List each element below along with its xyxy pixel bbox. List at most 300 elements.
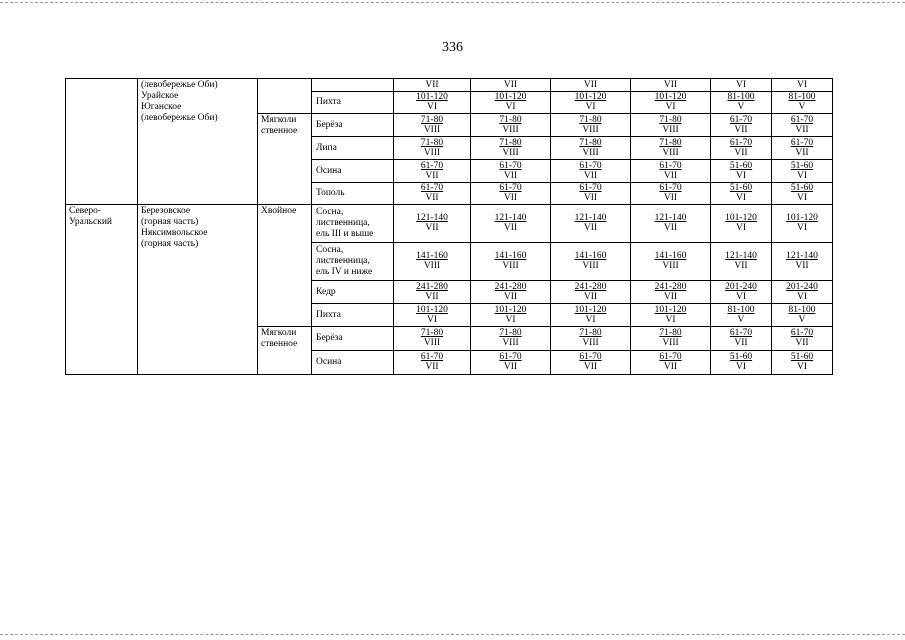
- age-class: VII: [663, 223, 678, 233]
- age-fraction: [659, 115, 681, 135]
- age-class: VIII: [582, 261, 599, 271]
- age-class: VII: [734, 338, 748, 348]
- value-cell: [394, 183, 471, 205]
- age-range: 71-80: [659, 137, 682, 148]
- age-class: VII: [503, 291, 518, 302]
- scan-edge-top: [0, 2, 905, 3]
- species-group-name: Мягколи: [261, 328, 297, 338]
- age-range: 121-140: [494, 213, 527, 223]
- age-class: VI: [505, 102, 516, 112]
- age-fraction: [499, 183, 521, 203]
- age-fraction: [736, 80, 746, 90]
- value-cell: [551, 327, 631, 351]
- age-class: VII: [583, 193, 598, 203]
- value-cell: [394, 92, 471, 114]
- age-fraction: [495, 251, 527, 271]
- age-fraction: [416, 213, 448, 233]
- age-fraction: [655, 282, 687, 302]
- species-group-name: Хвойное: [261, 206, 297, 216]
- age-class: VII: [583, 223, 598, 233]
- age-fraction: [730, 138, 752, 158]
- age-fraction: [730, 183, 752, 203]
- age-fraction: [504, 80, 517, 90]
- age-range: 71-80: [659, 328, 682, 338]
- value-cell: [711, 327, 772, 351]
- species-group-cell: [258, 327, 312, 375]
- age-fraction: [579, 138, 601, 158]
- age-fraction: [791, 115, 813, 135]
- age-class: VIII: [502, 124, 519, 135]
- age-fraction: [659, 328, 681, 348]
- age-range: 71-80: [579, 328, 602, 338]
- age-range: 121-140: [786, 251, 818, 261]
- age-class: VIII: [662, 261, 679, 271]
- value-cell: [551, 243, 631, 281]
- age-class: V: [737, 314, 745, 325]
- age-fraction: [575, 251, 607, 271]
- age-range: 61-70: [499, 160, 522, 171]
- age-fraction: [416, 92, 448, 112]
- age-class: VII: [425, 79, 439, 90]
- age-class: VIII: [582, 338, 599, 348]
- value-cell: [394, 137, 471, 160]
- age-range: 71-80: [499, 114, 522, 125]
- age-fraction: [579, 352, 601, 372]
- age-range: 61-70: [729, 328, 753, 338]
- value-cell: [711, 92, 772, 114]
- value-cell: [551, 160, 631, 183]
- age-class: VII: [583, 79, 598, 90]
- age-class: VI: [665, 314, 676, 325]
- species-cell: [312, 79, 394, 92]
- value-cell: [772, 205, 833, 243]
- age-fraction: [655, 305, 687, 325]
- age-range: 121-140: [654, 213, 687, 223]
- age-range: 61-70: [579, 352, 602, 362]
- value-cell: [471, 114, 551, 137]
- age-class: V: [798, 314, 806, 325]
- age-range: 61-70: [420, 183, 444, 193]
- region-name: Уральский: [69, 217, 113, 227]
- age-class: VII: [795, 338, 809, 348]
- age-range: 101-120: [725, 213, 757, 223]
- age-range: 101-120: [786, 213, 818, 223]
- age-fraction: [499, 138, 521, 158]
- species-name: Осина: [316, 165, 342, 176]
- age-class: VII: [503, 170, 518, 181]
- value-cell: [772, 92, 833, 114]
- species-name: ель IV и ниже: [316, 267, 373, 277]
- table-body: [66, 79, 833, 375]
- age-class: VIII: [502, 261, 519, 271]
- age-class: VII: [734, 261, 748, 271]
- value-cell: [394, 243, 471, 281]
- age-fraction: [499, 328, 521, 348]
- value-cell: [471, 92, 551, 114]
- age-range: 101-120: [494, 92, 527, 102]
- age-class: VIII: [502, 147, 519, 158]
- species-group-name: ственное: [261, 126, 298, 136]
- species-group-cell: [258, 79, 312, 114]
- age-fraction: [579, 183, 601, 203]
- age-class: VII: [663, 193, 678, 203]
- forestry-name: Няксимвольское: [141, 228, 208, 238]
- age-class: VII: [663, 291, 678, 302]
- age-class: VII: [425, 193, 439, 203]
- age-fraction: [655, 213, 687, 233]
- age-range: 101-120: [416, 92, 448, 102]
- age-range: 141-160: [416, 251, 448, 261]
- age-class: V: [798, 102, 806, 112]
- species-name: Тополь: [316, 188, 345, 198]
- age-range: 141-160: [574, 251, 607, 261]
- age-range: 61-70: [420, 352, 444, 362]
- age-class: VIII: [582, 147, 599, 158]
- age-fraction: [659, 352, 681, 372]
- age-fraction: [655, 251, 687, 271]
- value-cell: [631, 114, 711, 137]
- age-fraction: [425, 80, 438, 90]
- age-class: VII: [503, 362, 518, 372]
- species-name: Пихта: [316, 97, 341, 107]
- age-class: VIII: [662, 124, 679, 135]
- value-cell: [471, 79, 551, 92]
- age-class: VI: [796, 170, 807, 181]
- age-fraction: [575, 213, 607, 233]
- age-fraction: [499, 352, 521, 372]
- value-cell: [772, 79, 833, 92]
- age-fraction: [416, 251, 448, 271]
- age-range: 101-120: [494, 304, 527, 315]
- value-cell: [772, 351, 833, 375]
- age-class: VI: [796, 223, 807, 233]
- table-row: [66, 205, 833, 243]
- age-fraction: [791, 352, 813, 372]
- age-class: VI: [665, 102, 676, 112]
- species-name: лиственница,: [316, 256, 370, 266]
- age-range: 201-240: [725, 281, 757, 292]
- age-fraction: [495, 282, 527, 302]
- age-range: 51-60: [790, 352, 814, 362]
- age-range: 61-70: [420, 160, 444, 171]
- age-range: 61-70: [659, 352, 682, 362]
- value-cell: [471, 205, 551, 243]
- value-cell: [551, 205, 631, 243]
- value-cell: [711, 79, 772, 92]
- species-name: Кедр: [316, 286, 336, 297]
- age-range: 121-140: [416, 213, 448, 223]
- age-range: 81-100: [727, 92, 755, 102]
- value-cell: [711, 205, 772, 243]
- species-name: Сосна,: [316, 207, 344, 217]
- value-cell: [551, 183, 631, 205]
- age-classes-table: [65, 78, 833, 375]
- age-range: 61-70: [659, 160, 682, 171]
- species-group-cell: [258, 114, 312, 205]
- age-range: 61-70: [790, 328, 814, 338]
- scan-edge-bottom: [0, 634, 905, 635]
- age-range: 241-280: [494, 281, 527, 292]
- age-range: 61-70: [659, 183, 682, 193]
- age-class: VII: [425, 362, 439, 372]
- age-fraction: [730, 161, 752, 181]
- age-fraction: [421, 161, 443, 181]
- age-fraction: [579, 161, 601, 181]
- age-range: 61-70: [499, 183, 522, 193]
- age-range: 71-80: [579, 114, 602, 125]
- value-cell: [772, 114, 833, 137]
- age-range: 241-280: [654, 281, 687, 292]
- value-cell: [711, 114, 772, 137]
- age-fraction: [421, 328, 443, 348]
- value-cell: [471, 351, 551, 375]
- age-class: VI: [585, 102, 596, 112]
- age-range: 141-160: [654, 251, 687, 261]
- value-cell: [394, 351, 471, 375]
- species-name: лиственница,: [316, 218, 370, 228]
- age-range: 101-120: [416, 304, 448, 315]
- region-cell: [66, 205, 138, 375]
- species-cell: [312, 205, 394, 243]
- age-class: VIII: [423, 261, 441, 271]
- value-cell: [631, 327, 711, 351]
- age-fraction: [791, 161, 813, 181]
- age-class: VI: [796, 362, 807, 372]
- age-fraction: [730, 328, 752, 348]
- species-cell: [312, 281, 394, 304]
- age-range: 71-80: [499, 328, 522, 338]
- forestry-name: Урайское: [141, 91, 179, 101]
- age-fraction: [579, 115, 601, 135]
- age-range: 101-120: [654, 92, 687, 102]
- value-cell: [394, 160, 471, 183]
- age-fraction: [655, 92, 687, 112]
- age-class: VII: [795, 124, 809, 135]
- age-range: 61-70: [729, 137, 753, 148]
- value-cell: [711, 183, 772, 205]
- age-class: VIII: [582, 124, 599, 135]
- forestry-cell: [138, 79, 258, 205]
- species-name: Сосна,: [316, 245, 344, 255]
- age-range: 61-70: [790, 114, 814, 125]
- page-number: 336: [442, 40, 463, 55]
- age-range: 71-80: [579, 137, 602, 148]
- value-cell: [711, 137, 772, 160]
- age-class: VI: [426, 314, 437, 325]
- forestry-name: (горная часть): [141, 217, 199, 227]
- species-cell: [312, 137, 394, 160]
- age-class: VI: [735, 193, 746, 203]
- species-cell: [312, 114, 394, 137]
- age-fraction: [575, 92, 607, 112]
- forestry-name: (горная часть): [141, 239, 199, 249]
- value-cell: [471, 304, 551, 327]
- value-cell: [471, 183, 551, 205]
- value-cell: [711, 160, 772, 183]
- age-fraction: [495, 213, 527, 233]
- age-range: 51-60: [790, 183, 814, 193]
- species-group-name: ственное: [261, 339, 298, 349]
- value-cell: [772, 327, 833, 351]
- value-cell: [772, 304, 833, 327]
- age-class: VII: [583, 362, 598, 372]
- species-cell: [312, 183, 394, 205]
- value-cell: [772, 183, 833, 205]
- value-cell: [711, 351, 772, 375]
- value-cell: [772, 160, 833, 183]
- age-class: VII: [425, 170, 439, 181]
- age-class: VII: [795, 261, 809, 271]
- age-fraction: [725, 213, 757, 233]
- age-class: VIII: [423, 124, 441, 135]
- age-class: VI: [735, 170, 746, 181]
- age-class: VII: [425, 291, 439, 302]
- age-fraction: [495, 305, 527, 325]
- age-fraction: [659, 183, 681, 203]
- age-range: 241-280: [416, 281, 448, 292]
- age-class: VIII: [423, 338, 441, 348]
- age-fraction: [416, 282, 448, 302]
- age-fraction: [786, 251, 818, 271]
- age-class: VI: [796, 291, 807, 302]
- value-cell: [551, 79, 631, 92]
- value-cell: [394, 79, 471, 92]
- value-cell: [551, 137, 631, 160]
- age-class: VII: [425, 223, 439, 233]
- age-class: VIII: [662, 338, 679, 348]
- age-class: VII: [583, 291, 598, 302]
- age-fraction: [499, 115, 521, 135]
- value-cell: [772, 137, 833, 160]
- species-group-name: Мягколи: [261, 115, 297, 125]
- value-cell: [471, 160, 551, 183]
- age-class: VI: [735, 223, 746, 233]
- age-range: 71-80: [420, 114, 444, 125]
- value-cell: [471, 281, 551, 304]
- age-range: 61-70: [729, 114, 753, 125]
- age-range: 71-80: [659, 114, 682, 125]
- value-cell: [551, 281, 631, 304]
- age-class: VII: [734, 124, 748, 135]
- forestry-name: Березовское: [141, 206, 191, 216]
- age-fraction: [584, 80, 597, 90]
- age-range: 61-70: [790, 137, 814, 148]
- age-class: VIII: [423, 147, 441, 158]
- value-cell: [711, 243, 772, 281]
- age-class: VII: [663, 79, 678, 90]
- region-name: Северо-: [69, 206, 101, 216]
- age-class: VII: [503, 193, 518, 203]
- age-class: VII: [795, 147, 809, 158]
- forestry-cell: [138, 205, 258, 375]
- age-fraction: [659, 161, 681, 181]
- value-cell: [631, 304, 711, 327]
- species-group-cell: [258, 205, 312, 327]
- age-range: 71-80: [499, 137, 522, 148]
- value-cell: [772, 243, 833, 281]
- age-range: 51-60: [729, 352, 753, 362]
- value-cell: [631, 243, 711, 281]
- age-fraction: [725, 251, 757, 271]
- age-class: VI: [735, 362, 746, 372]
- age-fraction: [730, 352, 752, 372]
- age-fraction: [495, 92, 527, 112]
- age-fraction: [575, 305, 607, 325]
- age-class: VII: [583, 170, 598, 181]
- age-fraction: [786, 282, 818, 302]
- age-class: V: [737, 102, 745, 112]
- species-cell: [312, 92, 394, 114]
- value-cell: [551, 304, 631, 327]
- age-fraction: [728, 92, 755, 112]
- age-fraction: [421, 138, 443, 158]
- value-cell: [551, 114, 631, 137]
- age-class: VI: [735, 79, 747, 90]
- age-range: 71-80: [420, 137, 444, 148]
- species-cell: [312, 351, 394, 375]
- age-range: 61-70: [499, 352, 522, 362]
- age-class: VI: [426, 102, 437, 112]
- species-cell: [312, 327, 394, 351]
- age-class: VIII: [502, 338, 519, 348]
- value-cell: [711, 304, 772, 327]
- age-range: 61-70: [579, 160, 602, 171]
- age-fraction: [421, 352, 443, 372]
- species-cell: [312, 304, 394, 327]
- age-fraction: [499, 161, 521, 181]
- age-range: 51-60: [729, 160, 753, 171]
- age-fraction: [791, 138, 813, 158]
- species-name: Пихта: [316, 309, 341, 320]
- value-cell: [631, 351, 711, 375]
- age-fraction: [421, 115, 443, 135]
- value-cell: [631, 281, 711, 304]
- age-fraction: [725, 282, 757, 302]
- value-cell: [631, 137, 711, 160]
- species-name: Берёза: [316, 119, 343, 130]
- species-name: Липа: [316, 142, 337, 153]
- age-range: 81-100: [788, 92, 816, 102]
- age-range: 201-240: [786, 281, 818, 292]
- age-range: 61-70: [579, 183, 602, 193]
- forestry-name: (левобережье Оби): [141, 80, 218, 90]
- age-range: 71-80: [420, 328, 444, 338]
- age-class: VI: [735, 291, 746, 302]
- age-range: 81-100: [727, 304, 755, 315]
- age-class: VII: [663, 362, 678, 372]
- age-fraction: [416, 305, 448, 325]
- table-row: [66, 79, 833, 92]
- age-range: 81-100: [788, 304, 816, 315]
- age-range: 101-120: [574, 304, 607, 315]
- value-cell: [471, 327, 551, 351]
- value-cell: [711, 281, 772, 304]
- species-name: Осина: [316, 357, 342, 367]
- age-fraction: [659, 138, 681, 158]
- value-cell: [551, 92, 631, 114]
- age-class: VII: [734, 147, 748, 158]
- value-cell: [394, 205, 471, 243]
- value-cell: [394, 114, 471, 137]
- age-fraction: [664, 80, 677, 90]
- age-fraction: [730, 115, 752, 135]
- region-cell: [66, 79, 138, 205]
- species-cell: [312, 243, 394, 281]
- value-cell: [471, 243, 551, 281]
- age-fraction: [786, 213, 818, 233]
- age-class: VII: [503, 79, 518, 90]
- age-class: VI: [796, 193, 807, 203]
